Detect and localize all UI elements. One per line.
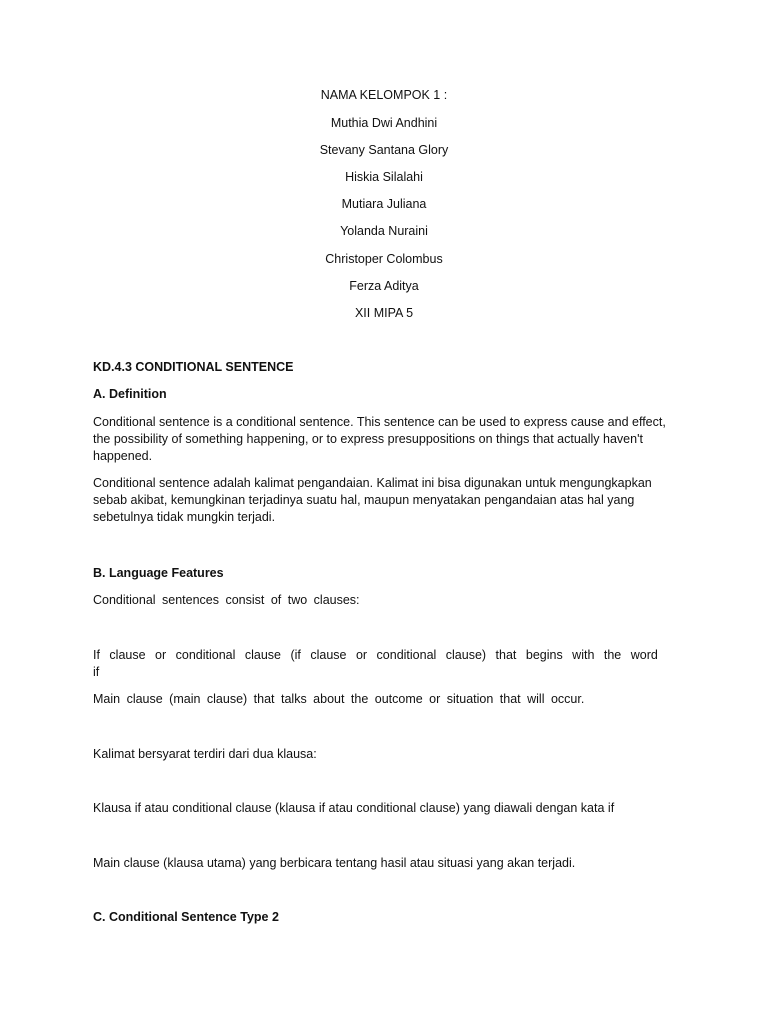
section-c-heading: C. Conditional Sentence Type 2 — [93, 910, 279, 924]
member-name: Mutiara Juliana — [341, 197, 427, 211]
class-name: XII MIPA 5 — [354, 306, 414, 320]
kd-title: KD.4.3 CONDITIONAL SENTENCE — [93, 360, 294, 374]
member-name: Christoper Colombus — [325, 252, 443, 266]
group-label: NAMA KELOMPOK 1 : — [320, 88, 448, 102]
member-name: Yolanda Nuraini — [340, 224, 428, 238]
section-a-heading: A. Definition — [93, 387, 167, 401]
member-name: Ferza Aditya — [349, 279, 419, 293]
definition-paragraph-en: Conditional sentence is a conditional sentence. This sentence can be used to express cause and effect, the possibility of something happening, or to express presuppositions on things that actually haven't happened. — [93, 415, 666, 463]
definition-paragraph-id: Conditional sentence adalah kalimat pengandaian. Kalimat ini bisa digunakan untuk mengungkapkan sebab akibat, kemungkinan terjadinya suatu hal, maupun menyatakan pengandaian atas hal yang sebetulnya tidak mungkin terjadi. — [93, 476, 652, 524]
clauses-intro-id: Kalimat bersyarat terdiri dari dua klausa: — [93, 747, 317, 761]
member-name: Hiskia Silalahi — [345, 170, 423, 184]
clauses-intro-en: Conditional sentences consist of two clauses: — [93, 593, 360, 607]
if-clause-en: If clause or conditional clause (if clause or conditional clause) that begins with the word if — [93, 648, 658, 679]
if-clause-id: Klausa if atau conditional clause (klausa if atau conditional clause) yang diawali dengan kata if — [93, 801, 615, 815]
member-name: Muthia Dwi Andhini — [330, 116, 438, 130]
section-b-heading: B. Language Features — [93, 566, 224, 580]
member-name: Stevany Santana Glory — [319, 143, 449, 157]
main-clause-en: Main clause (main clause) that talks about the outcome or situation that will occur. — [93, 692, 585, 706]
main-clause-id: Main clause (klausa utama) yang berbicara tentang hasil atau situasi yang akan terjadi. — [93, 856, 576, 870]
